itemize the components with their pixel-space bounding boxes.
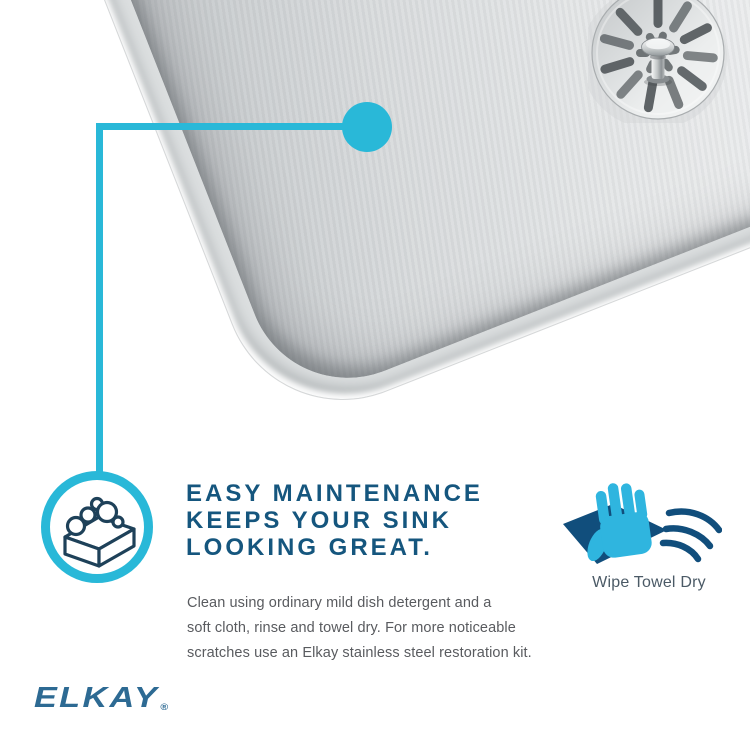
elkay-logo-text: ELKAY [34,682,160,714]
callout-vertical-line [96,123,103,473]
headline-line: LOOKING GREAT. [186,534,433,561]
elkay-logo [34,682,167,715]
body-line: soft cloth, rinse and towel dry. For more noticeable [187,620,516,636]
towel-badge-label: Wipe Towel Dry [592,574,706,591]
registered-mark: ® [160,702,169,712]
headline-line: KEEPS YOUR SINK [186,507,452,534]
cyan-dot-icon [342,102,392,152]
callout-horizontal-line [97,123,355,130]
body-line: scratches use an Elkay stainless steel restoration kit. [187,645,532,661]
headline-line: EASY MAINTENANCE [186,480,483,507]
sink-drain-strainer-icon [588,0,728,123]
body-copy [187,591,587,666]
hand-wiping-towel-icon [552,480,722,580]
headline [186,480,506,561]
body-line: Clean using ordinary mild dish detergent and a [187,595,492,611]
easy-maintenance-ring [41,471,153,583]
sponge-soap-suds-icon [50,480,144,574]
